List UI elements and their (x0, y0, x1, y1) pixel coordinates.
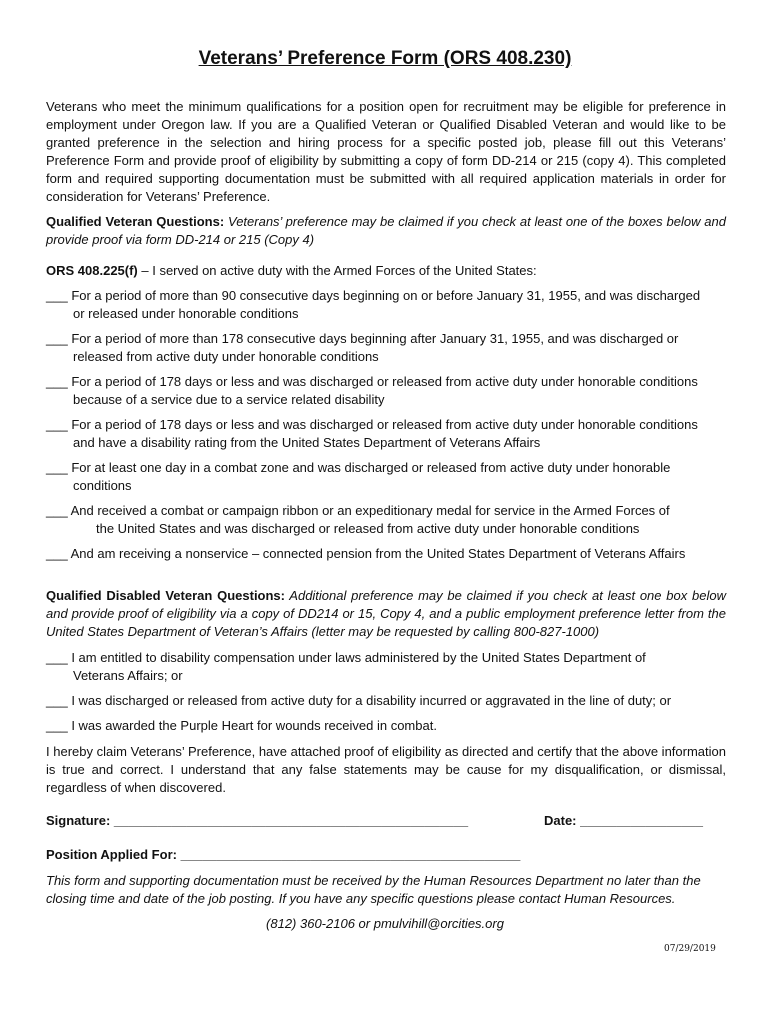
option-text: For a period of more than 90 consecutive days beginning on or before January 31, 1955, and was discharged (71, 288, 701, 303)
check-blank: ___ (46, 503, 71, 518)
veteran-option-7[interactable] (46, 545, 753, 563)
disabled-option-1[interactable] (46, 649, 753, 685)
contact-info: (812) 360-2106 or pmulvihill@orcities.org (266, 916, 504, 931)
check-blank: ___ (46, 331, 72, 346)
disabled-veteran-note: Additional preference may be claimed if you check at least one box below and provide proof of eligibility via a copy of DD214 or 15, Copy 4, and a public employment preference letter from the United States Department of Veteran’s Affairs (letter may be requested by calling 800-827-1000) (46, 588, 726, 639)
option-text-continued: because of a service due to a service related disability (73, 392, 385, 407)
option-text: I am entitled to disability compensation under laws administered by the United States Department of (71, 650, 646, 665)
option-text-continued: or released under honorable conditions (73, 306, 299, 321)
option-text: I was discharged or released from active duty for a disability incurred or aggravated in the line of duty; or (71, 693, 672, 708)
check-blank: ___ (46, 693, 72, 708)
check-blank: ___ (46, 546, 71, 561)
check-blank: ___ (46, 650, 72, 665)
veteran-option-1[interactable] (46, 287, 753, 323)
disabled-option-2[interactable] (46, 692, 753, 710)
veteran-option-5[interactable] (46, 459, 753, 495)
option-text-continued: conditions (73, 478, 132, 493)
submission-note: This form and supporting documentation must be received by the Human Resources Department no later than the closing time and date of the job posting. If you have any specific questions please contact Human Resources. (46, 873, 701, 906)
veteran-option-2[interactable] (46, 330, 753, 366)
position-applied-field[interactable]: Position Applied For: _______________________________________________ (46, 847, 521, 862)
option-text-continued: released from active duty under honorable conditions (73, 349, 379, 364)
signature-field[interactable]: Signature: _________________________________________________ (46, 813, 469, 828)
ors-label: ORS 408.225(f) (46, 263, 138, 278)
qualified-veteran-heading: Qualified Veteran Questions: (46, 214, 225, 229)
check-blank: ___ (46, 460, 72, 475)
date-field[interactable]: Date: _________________ (544, 813, 704, 828)
option-text: And am receiving a nonservice – connected pension from the United States Department of Veterans Affairs (70, 546, 686, 561)
disabled-veteran-heading: Qualified Disabled Veteran Questions: (46, 588, 285, 603)
veteran-option-6[interactable] (46, 502, 770, 538)
option-text: For a period of 178 days or less and was discharged or released from active duty under honorable conditions (71, 417, 698, 432)
qualified-veteran-section-intro (46, 213, 726, 249)
certification-statement: I hereby claim Veterans’ Preference, have attached proof of eligibility as directed and certify that the above information is true and correct. I understand that any false statements may be cause for my disqualification, or dismissal, regardless of when discovered. (46, 744, 726, 795)
form-title: Veterans’ Preference Form (ORS 408.230) (198, 48, 572, 69)
option-text: I was awarded the Purple Heart for wounds received in combat. (71, 718, 437, 733)
check-blank: ___ (46, 374, 72, 389)
option-text: And received a combat or campaign ribbon or an expeditionary medal for service in the Armed Forces of (70, 503, 670, 518)
revision-date: 07/29/2019 (664, 944, 716, 954)
qualified-veteran-note: Veterans’ preference may be claimed if you check at least one of the boxes below and provide proof via form DD-214 or 215 (Copy 4) (46, 214, 726, 247)
intro-paragraph: Veterans who meet the minimum qualifications for a position open for recruitment may be eligible for preference in employment under Oregon law. If you are a Qualified Veteran or Qualified Disabled Veteran and would like to be granted preference in the selection and hiring process for a specific posted job, please fill out this Veterans’ Preference Form and provide proof of eligibility by submitting a copy of form DD-214 or 215 (copy 4). This completed form and required supporting documentation must be submitted with all required application materials in order for consideration for Veterans’ Preference. (46, 99, 726, 204)
option-text-continued: Veterans Affairs; or (73, 668, 183, 683)
option-text-continued: and have a disability rating from the United States Department of Veterans Affairs (73, 435, 541, 450)
check-blank: ___ (46, 718, 72, 733)
ors-statement (46, 262, 726, 280)
option-text-continued: the United States and was discharged or released from active duty under honorable conditions (96, 521, 640, 536)
check-blank: ___ (46, 417, 72, 432)
option-text: For a period of more than 178 consecutive days beginning after January 31, 1955, and was discharged or (71, 331, 679, 346)
disabled-option-3[interactable] (46, 717, 753, 735)
veteran-option-3[interactable] (46, 373, 753, 409)
option-text: For at least one day in a combat zone and was discharged or released from active duty under honorable (71, 460, 671, 475)
check-blank: ___ (46, 288, 72, 303)
veteran-option-4[interactable] (46, 416, 753, 452)
option-text: For a period of 178 days or less and was discharged or released from active duty under honorable conditions (71, 374, 698, 389)
ors-text: – I served on active duty with the Armed Forces of the United States: (137, 263, 537, 278)
disabled-veteran-section-intro (46, 587, 726, 641)
